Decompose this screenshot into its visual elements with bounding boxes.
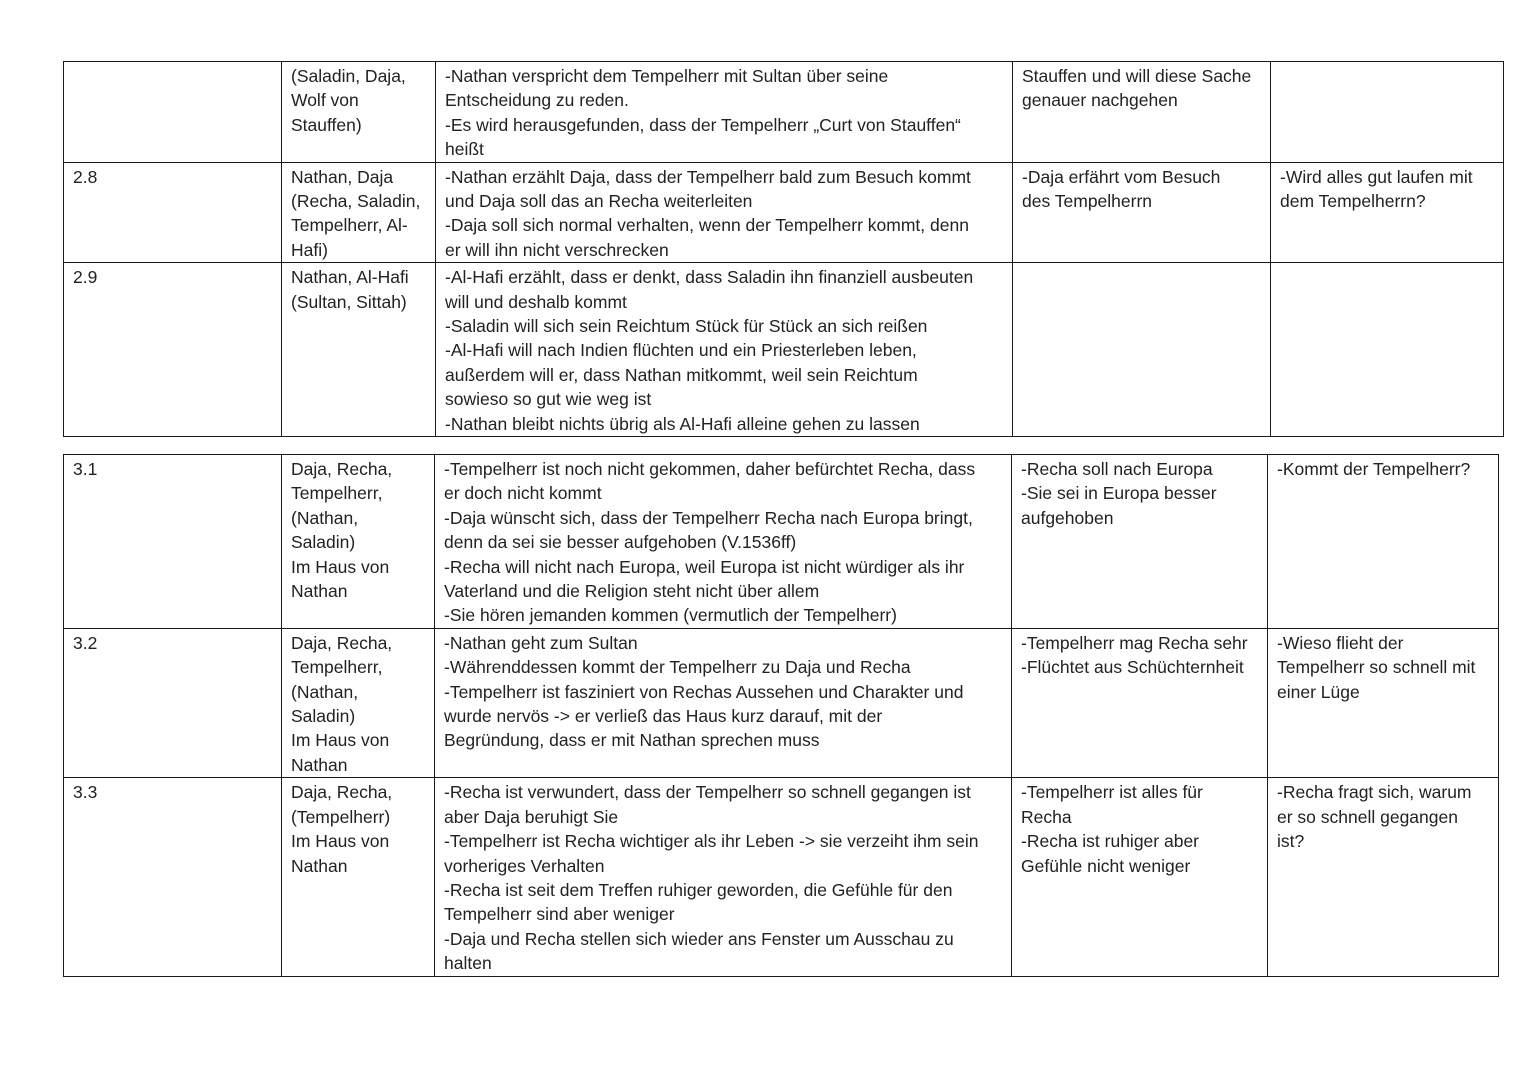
questions-line: -Wird alles gut laufen mit [1280,166,1473,187]
questions-line: -Kommt der Tempelherr? [1277,459,1471,479]
characters-line: Nathan, Al-Hafi [291,267,409,288]
characters-line: (Recha, Saladin, [291,191,421,212]
scene-number-cell [64,455,282,629]
characters-line: Nathan [291,754,348,775]
characters-cell [282,455,435,629]
scene-number-cell [64,162,282,263]
content-line: denn da sei sie besser aufgehoben (V.1536ff) [444,532,797,553]
characters-line: Tempelherr, Al- [291,215,408,236]
content-line: -Tempelherr ist noch nicht gekommen, daher befürchtet Recha, dass [444,459,976,479]
content-line: -Währenddessen kommt der Tempelherr zu Daja und Recha [444,657,911,678]
characters-line: (Sultan, Sittah) [291,291,407,312]
content-line: außerdem will er, dass Nathan mitkommt, weil sein Reichtum [445,364,918,385]
content-line: -Recha ist seit dem Treffen ruhiger geworden, die Gefühle für den [444,879,953,900]
characters-line: Nathan, Daja [291,166,394,187]
scene-table-act-3 [63,454,1499,977]
scene-number: 3.3 [73,782,98,803]
characters-line: Daja, Recha, [291,632,393,653]
characters-line: Hafi) [291,239,328,260]
content-line: -Recha ist verwundert, dass der Tempelherr so schnell gegangen ist [444,782,971,803]
characters-line: (Nathan, [291,507,359,528]
questions-cell [1271,263,1504,437]
content-line: -Tempelherr ist Recha wichtiger als ihr Leben -> sie verzeiht ihm sein [444,831,979,852]
content-line: vorheriges Verhalten [444,855,605,876]
characters-line: Im Haus von [291,556,390,577]
scene-number: 2.9 [73,267,98,288]
characters-line: (Nathan, [291,681,359,702]
content-line: -Recha will nicht nach Europa, weil Europa ist nicht würdiger als ihr [444,556,965,577]
characters-line: Daja, Recha, [291,459,393,479]
content-line: er doch nicht kommt [444,483,602,504]
table-row [64,455,1499,629]
content-line: Begründung, dass er mit Nathan sprechen muss [444,730,820,751]
scene-number-cell [64,778,282,976]
characters-line: Tempelherr, [291,483,383,504]
notes-cell [1012,628,1268,777]
content-line: sowieso so gut wie weg ist [445,389,652,410]
table-row [64,162,1504,263]
content-line: heißt [445,139,484,160]
content-line: -Nathan bleibt nichts übrig als Al-Hafi alleine gehen zu lassen [445,413,920,434]
questions-line: er so schnell gegangen [1277,806,1458,827]
questions-cell [1268,778,1499,976]
characters-cell [282,62,436,163]
questions-cell [1268,455,1499,629]
scene-table-act-2 [63,61,1504,437]
notes-line: -Sie sei in Europa besser [1021,483,1217,504]
notes-cell [1012,455,1268,629]
content-cell [435,628,1012,777]
content-line: -Nathan erzählt Daja, dass der Tempelherr bald zum Besuch kommt [445,166,971,187]
scene-number-cell [64,62,282,163]
content-line: -Nathan geht zum Sultan [444,632,638,653]
content-line: aber Daja beruhigt Sie [444,806,619,827]
characters-cell [282,263,436,437]
content-line: wurde nervös -> er verließ das Haus kurz darauf, mit der [444,706,883,727]
questions-cell [1271,162,1504,263]
characters-line: Saladin) [291,532,356,553]
content-line: Entscheidung zu reden. [445,90,629,111]
questions-line: -Recha fragt sich, warum [1277,782,1472,803]
content-line: Vaterland und die Religion steht nicht über allem [444,581,820,602]
notes-line: -Tempelherr mag Recha sehr [1021,632,1248,653]
characters-cell [282,162,436,263]
content-line: -Al-Hafi will nach Indien flüchten und ein Priesterleben leben, [445,340,917,361]
questions-line: ist? [1277,831,1305,852]
characters-line: Nathan [291,581,348,602]
scene-number: 3.1 [73,459,98,479]
notes-line: Stauffen und will diese Sache [1022,66,1252,86]
questions-cell [1271,62,1504,163]
questions-line: Tempelherr so schnell mit [1277,657,1476,678]
content-cell [435,455,1012,629]
notes-cell [1013,162,1271,263]
content-line: -Al-Hafi erzählt, dass er denkt, dass Saladin ihn finanziell ausbeuten [445,267,974,288]
content-cell [436,62,1013,163]
content-line: -Es wird herausgefunden, dass der Tempelherr „Curt von Stauffen“ [445,114,961,135]
scene-number: 3.2 [73,632,98,653]
notes-line: genauer nachgehen [1022,90,1178,111]
scene-number-cell [64,628,282,777]
table-row [64,628,1499,777]
content-line: -Daja wünscht sich, dass der Tempelherr Recha nach Europa bringt, [444,507,973,528]
characters-line: Im Haus von [291,730,390,751]
characters-line: Saladin) [291,706,356,727]
content-line: -Daja soll sich normal verhalten, wenn der Tempelherr kommt, denn [445,215,969,236]
table-row [64,62,1504,163]
content-cell [435,778,1012,976]
notes-line: -Recha ist ruhiger aber [1021,831,1199,852]
notes-line: -Flüchtet aus Schüchternheit [1021,657,1244,678]
notes-cell [1013,62,1271,163]
characters-line: Im Haus von [291,831,390,852]
content-line: halten [444,953,492,974]
table-row [64,263,1504,437]
notes-cell [1012,778,1268,976]
characters-line: (Saladin, Daja, [291,66,406,86]
characters-line: Nathan [291,855,348,876]
content-cell [436,162,1013,263]
characters-cell [282,628,435,777]
notes-line: -Tempelherr ist alles für [1021,782,1203,803]
characters-line: (Tempelherr) [291,806,391,827]
questions-line: -Wieso flieht der [1277,632,1404,653]
notes-line: Recha [1021,806,1072,827]
characters-cell [282,778,435,976]
notes-line: aufgehoben [1021,507,1114,528]
content-line: will und deshalb kommt [445,291,627,312]
content-line: Tempelherr sind aber weniger [444,904,675,925]
characters-line: Daja, Recha, [291,782,393,803]
questions-line: dem Tempelherrn? [1280,191,1426,212]
content-line: und Daja soll das an Recha weiterleiten [445,191,753,212]
notes-line: -Daja erfährt vom Besuch [1022,166,1221,187]
content-line: -Saladin will sich sein Reichtum Stück für Stück an sich reißen [445,316,928,337]
characters-line: Tempelherr, [291,657,383,678]
content-line: -Tempelherr ist fasziniert von Rechas Aussehen und Charakter und [444,681,964,702]
content-cell [436,263,1013,437]
questions-cell [1268,628,1499,777]
notes-line: Gefühle nicht weniger [1021,855,1191,876]
content-line: er will ihn nicht verschrecken [445,239,669,260]
content-line: -Nathan verspricht dem Tempelherr mit Sultan über seine [445,66,889,86]
content-line: -Daja und Recha stellen sich wieder ans Fenster um Ausschau zu [444,928,954,949]
notes-line: des Tempelherrn [1022,191,1153,212]
table-row [64,778,1499,976]
questions-line: einer Lüge [1277,681,1360,702]
scene-number-cell [64,263,282,437]
content-line: -Sie hören jemanden kommen (vermutlich der Tempelherr) [444,605,897,626]
characters-line: Stauffen) [291,114,362,135]
notes-line: -Recha soll nach Europa [1021,459,1213,479]
scene-number: 2.8 [73,166,98,187]
notes-cell [1013,263,1271,437]
characters-line: Wolf von [291,90,359,111]
